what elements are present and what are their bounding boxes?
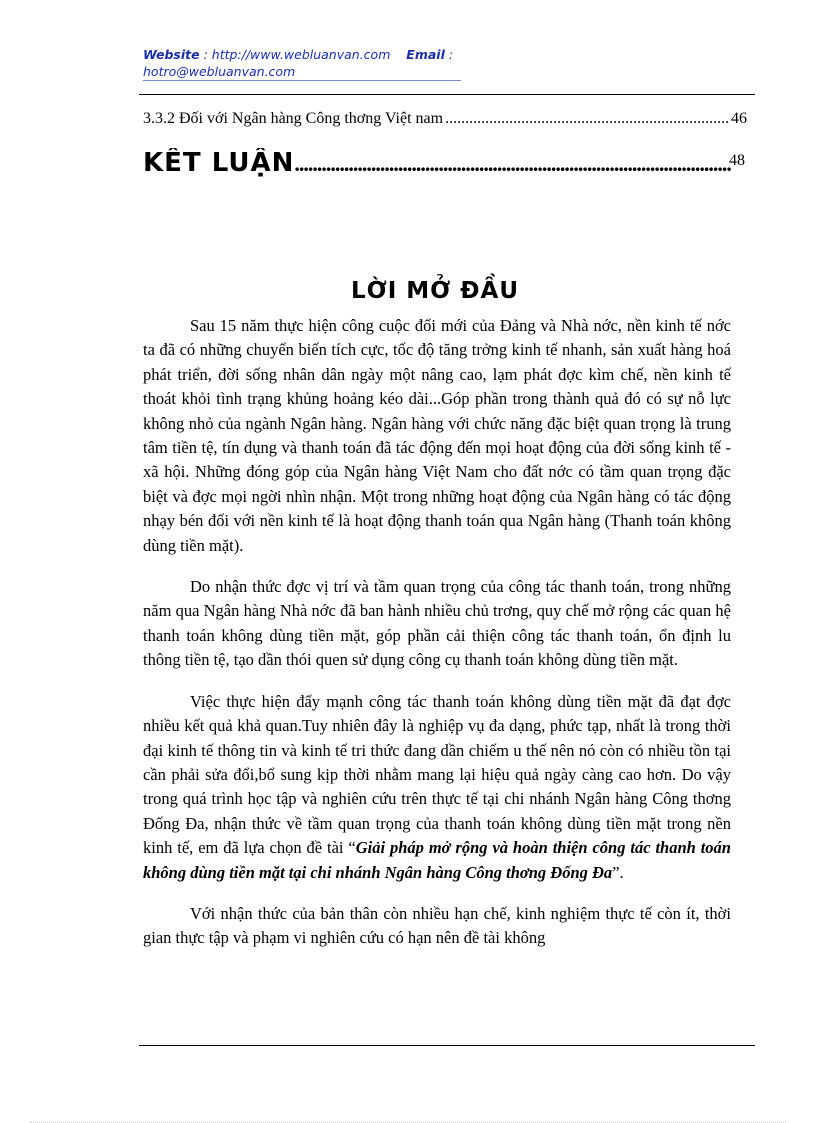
document-body	[143, 314, 731, 968]
paragraph: Sau 15 năm thực hiện công cuộc đổi mới của Đảng và Nhà nớc, nền kinh tế nớc ta đã có những chuyển biến tích cực, tốc độ tăng trởng kinh tế nhanh, sản xuất hàng hoá phát triển, đời sống nhân dân ngày một nâng cao, lạm phát đợc kìm chế, nền kinh tế thoát khỏi tình trạng khủng hoảng kéo dài...Góp phần trong thành quả đó có sự nỗ lực không nhỏ của ngành Ngân hàng. Ngân hàng với chức năng đặc biệt quan trọng là trung tâm tiền tệ, tín dụng và thanh toán đã tác động đến mọi hoạt động của đời sống kinh tế - xã hội. Những đóng góp của Ngân hàng Việt Nam cho đất nớc có tầm quan trọng đặc biệt và đợc mọi ngời nhìn nhận. Một trong những hoạt động của Ngân hàng có tác động nhạy bén đối với nền kinh tế là hoạt động thanh toán qua Ngân hàng (Thanh toán không dùng tiền mặt).	[143, 316, 731, 555]
toc-entry-page: 48	[729, 152, 745, 169]
email-label: Email	[406, 47, 445, 62]
email-link[interactable]: hotro@webluanvan.com	[143, 64, 296, 79]
thesis-title: Giải pháp mở rộng và hoàn thiện công tác thanh toán không dùng tiền mặt tại chi nhánh Ngân hàng Công thơng Đống Đa	[143, 838, 731, 882]
website-link[interactable]: http://www.webluanvan.com	[211, 47, 391, 62]
toc-entry-label: KẾT LUẬN	[143, 148, 295, 178]
paragraph: Do nhận thức đợc vị trí và tầm quan trọng của công tác thanh toán, trong những năm qua Ngân hàng Nhà nớc đã ban hành nhiều chủ trơng, quy chế mở rộng các quan hệ thanh toán không dùng tiền mặt, góp phần cải thiện công tác thanh toán, ổn định lu thông tiền tệ, tạo dần thói quen sử dụng công cụ thanh toán không dùng tiền mặt.	[143, 577, 731, 670]
paragraph-text: Việc thực hiện đẩy mạnh công tác thanh toán không dùng tiền mặt đã đạt đợc nhiều kết quả khả quan.Tuy nhiên đây là nghiệp vụ đa dạng, phức tạp, nhất là trong thời đại kinh tế thông tin và kinh tế tri thức đang dần chiếm u thế nên nó còn có nhiều tồn tại cần phải sửa đổi,bổ sung kịp thời nhằm mang lại hiệu quả ngày càng cao hơn. Do vậy trong quá trình học tập và nghiên cứu trên thực tế tại chi nhánh Ngân hàng Công thơng Đống Đa, nhận thức về tầm quan trọng của thanh toán không dùng tiền mặt trong nền kinh tế, em đã lựa chọn đề tài “	[143, 691, 731, 858]
toc-entry-ket-luan[interactable]	[143, 148, 731, 184]
email-line	[143, 63, 463, 80]
toc-entry-label: 3.3.2 Đối với Ngân hàng Công thơng Việt nam	[143, 110, 444, 127]
header-underline	[143, 80, 461, 81]
toc-leader-dots	[294, 151, 731, 177]
toc-leader-dots	[445, 110, 729, 128]
site-header	[143, 46, 463, 80]
paragraph-text: ”.	[612, 862, 624, 882]
toc-entry-page: 46	[731, 110, 747, 127]
section-heading: LỜI MỞ ĐẦU	[350, 278, 520, 304]
website-line: Website : http://www.webluanvan.com Email :	[143, 47, 454, 62]
paragraph: Với nhận thức của bản thân còn nhiều hạn chế, kinh nghiệm thực tế còn ít, thời gian thực tập và phạm vi nghiên cứu có hạn nên đề tài không	[143, 903, 731, 948]
toc-entry-3-3-2[interactable]	[143, 110, 747, 134]
bottom-rule	[139, 1045, 755, 1046]
top-rule	[139, 94, 755, 95]
paragraph	[143, 690, 731, 885]
website-label: Website	[143, 47, 200, 62]
